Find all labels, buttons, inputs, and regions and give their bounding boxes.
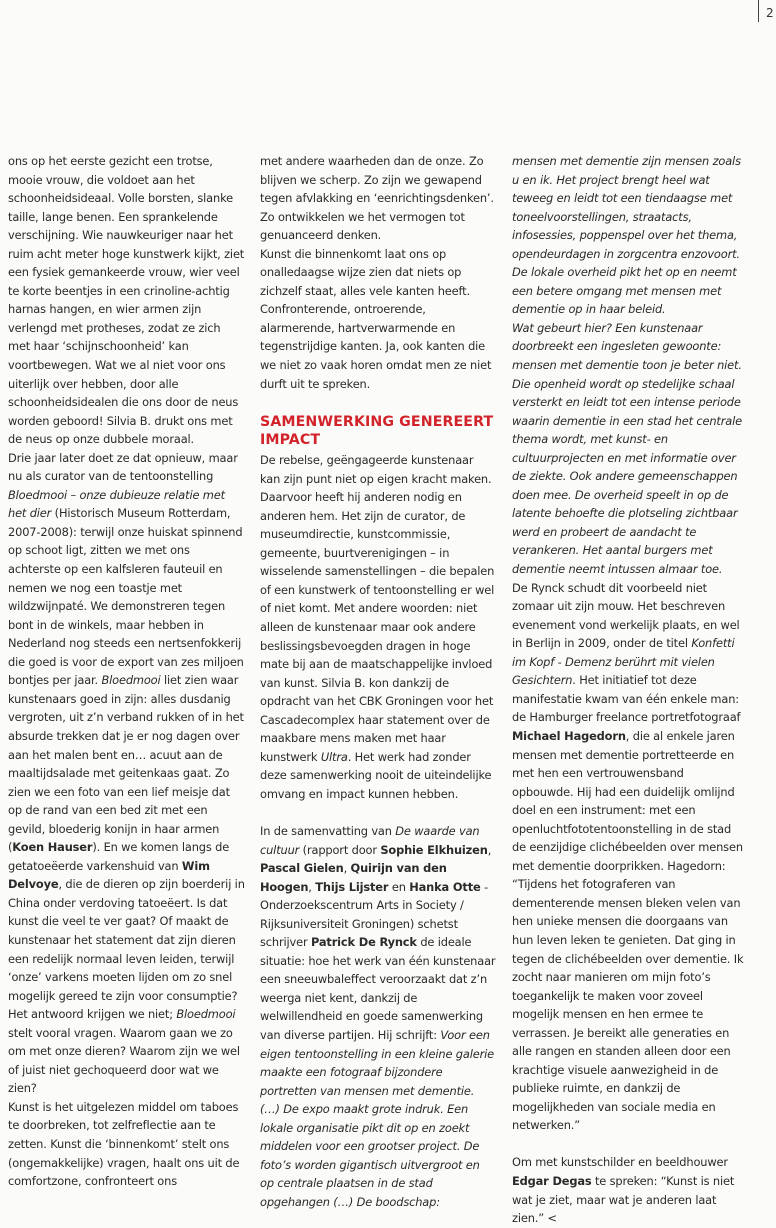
paragraph	[512, 579, 748, 1135]
bold-run: Sophie Elkhuizen	[380, 842, 488, 857]
italic-run: Wat gebeurt hier? Een kunstenaar doorbreekt een ingesleten gewoonte: mensen met dementie toon je beter niet. Die openheid wordt op stedelijke schaal versterkt en leidt tot een intense periode waarin dementie in een stad het centrale thema wordt, met kunst- en cultuurprojecten en met informatie over de ziekte. Ook andere gemeenschappen doen mee. De overheid speelt in op de latente behoefte die plotseling zichtbaar werd en probeert de aandacht te verankeren. Het aantal burgers met dementie neemt intussen almaar toe.	[512, 320, 742, 577]
italic-run: Konfetti im Kopf - Demenz berührt mit vielen Gesichtern	[512, 636, 735, 688]
text-run: ). En we komen langs de getatoeëerde varkenshuid van	[8, 840, 230, 873]
italic-run: Voor een eigen tentoonstelling in een kleine galerie maakte een fotograaf bijzondere portretten van mensen met dementie. (…) De expo maakt grote indruk. Een lokale organisatie pikt dit op en zoekt middelen voor een grootser project. De foto’s worden gigantisch uitvergroot en op centrale plaatsen in de stad opgehangen (…) De boodschap:	[260, 1028, 494, 1209]
text-run: met andere waarheden dan de onze. Zo blijven we scherp. Zo zijn we gewapend tegen afvlakking en ‘eenrichtingsdenken’. Zo ontwikkelen we het vermogen tot genuanceerd denken.	[260, 154, 494, 243]
text-run: De rebelse, geëngageerde kunstenaar kan zijn punt niet op eigen kracht maken. Daarvoor heeft hij anderen nodig en anderen hem. Het zijn de curator, de museumdirectie, kunstcommissie, gemeente, buurtverenigingen – in wisselende samenstellingen – die bepalen of een kunstwerk of tentoonstelling er wel of niet komt. Met andere woorden: niet alleen de kunstenaar maar ook andere beslissingsbevoegden dragen in hoge mate bij aan de maatschappelijke invloed van kunst. Silvia B. kon dankzij de opdracht van het CBK Groningen voor het Cascadecomplex haar statement over de maakbare mens maken met haar kunstwerk	[260, 453, 495, 764]
bold-run: Quirijn van den Hoogen	[260, 861, 447, 894]
bold-run: Edgar Degas	[512, 1174, 592, 1189]
text-run: - Onderzoekscentrum Arts in Society / Rijksuniversiteit Groningen) schetst schrijver	[260, 879, 489, 950]
section-heading: SAMENWERKING GENEREERT IMPACT	[260, 414, 494, 449]
bold-run: Michael Hagedorn	[512, 728, 626, 743]
italic-run: mensen met dementie zijn mensen zoals u en ik. Het project brengt heel wat teweeg en leidt tot een tiendaagse met toneelvoorstellingen, straatacts, infosessies, poppenspel over het thema, opendeurdagen in zorgcentra enzovoort. De lokale overheid pikt het op en neemt een betere omgang met mensen met dementie op in haar beleid.	[512, 154, 741, 317]
text-run: ,	[308, 879, 316, 894]
text-run: , die de dieren op zijn boerderij in China onder verdoving tatoeëert. Is dat kunst die veel te ver gaat? Of maakt de kunstenaar het statement dat zijn dieren een redelijk normaal leven leiden, terwijl ‘onze’ varkens moeten lijden om zo snel mogelijk gereed te zijn voor consumptie? Het antwoord krijgen we niet;	[8, 877, 245, 1022]
bold-run: Hanka Otte	[409, 879, 481, 894]
text-run: . Het initiatief tot deze manifestatie kwam van één enkele man: de Hamburger freelance portretfotograaf	[512, 673, 741, 725]
italic-run: De waarde van cultuur	[260, 824, 480, 857]
text-run: en	[388, 879, 410, 894]
text-run: In de samenvatting van	[260, 824, 396, 838]
italic-run: Bloedmooi	[101, 673, 161, 688]
paragraph	[260, 451, 496, 803]
text-run: (rapport door	[299, 842, 381, 857]
column-3	[512, 152, 748, 1228]
text-run: te spreken: “Kunst is niet wat je ziet, maar wat je anderen laat zien.” <	[512, 1174, 735, 1226]
text-run: (Historisch Museum Rotterdam, 2007-2008): terwijl onze huiskat spinnend op schoot ligt, zitten we met ons achterste op een kalfsleren fauteuil en nemen we nog een toastje met wildzwijnpaté. We demonstreren tegen bont in de winkels, maar hebben in Nederland nog steeds een nertsenfokkerij die goed is voor de export van zes miljoen bontjes per jaar.	[8, 506, 244, 688]
column-1	[8, 152, 245, 1191]
italic-run: Bloedmooi – onze dubieuze relatie met het dier	[8, 487, 225, 521]
bold-run: Pascal Gielen	[260, 861, 344, 876]
text-run: Om met kunstschilder en beeldhouwer	[512, 1155, 728, 1170]
text-run: Drie jaar later doet ze dat opnieuw, maar nu als curator van de tentoonstelling	[8, 450, 238, 484]
bold-run: Patrick De Rynck	[310, 935, 417, 950]
paragraph	[260, 245, 496, 393]
text-run: De Rynck schudt dit voorbeeld niet zomaar uit zijn mouw. Het beschreven evenement vond werkelijk plaats, en wel in Berlijn in 2009, onder de titel	[512, 580, 740, 651]
paragraph	[512, 1153, 748, 1227]
paragraph	[512, 152, 748, 319]
paragraph	[8, 152, 245, 449]
text-run: liet zien waar kunstenaars goed in zijn: alles dusdanig vergroten, uit z’n verband rukken of in het absurde trekken dat je er nog dagen over aan het malen bent en… acuut aan de maaltijdsalade met geitenkaas gaat. Zo zien we een foto van een lief meisje dat op de rand van een bed zit met een gevild, bloederig konijn in haar armen (	[8, 673, 244, 855]
italic-run: Bloedmooi	[176, 1007, 236, 1022]
paragraph	[260, 822, 496, 1211]
bold-run: Wim Delvoye	[8, 858, 210, 892]
bold-run: Koen Hauser	[12, 840, 93, 855]
text-run: . Het werk had zonder deze samenwerking nooit de uiteindelijke omvang en impact kunnen hebben.	[260, 749, 492, 801]
text-run: Kunst die binnenkomt laat ons op onalledaagse wijze zien dat niets op zichzelf staat, alles vele kanten heeft. Confronterende, ontroerende, alarmerende, hartverwarmende en tegenstrijdige kanten. Ja, ook kanten die we niet zo vaak horen omdat men ze niet durft uit te spreken.	[260, 246, 492, 391]
text-run: stelt vooral vragen. Waarom gaan we zo om met onze dieren? Waarom zijn we wel of juist niet gechoqueerd door wat we zien?	[8, 1025, 240, 1096]
paragraph	[8, 449, 245, 1098]
text-run: ,	[343, 861, 351, 876]
bold-run: Thijs Lijster	[315, 879, 389, 894]
paragraph	[512, 319, 748, 579]
page-rule	[758, 0, 759, 22]
paragraph	[8, 1098, 245, 1191]
paragraph	[260, 152, 496, 245]
text-run: ,	[487, 842, 492, 857]
column-2	[260, 152, 496, 1211]
text-run: ons op het eerste gezicht een trotse, mooie vrouw, die voldoet aan het schoonheidsideaal. Volle borsten, slanke taille, lange benen. Een sprankelende verschijning. Wie nauwkeuriger naar het ruim acht meter hoge kunstwerk kijkt, ziet een fysiek gemankeerde vrouw, wier veel te korte beentjes in een crinoline-achtig harnas hangen, en wier armen zijn verlengd met protheses, zodat ze zich met haar ‘schijnschoonheid’ kan voortbewegen. Wat we al niet voor ons uiterlijk over hebben, door alle schoonheidsidealen die ons door de neus worden geboord! Silvia B. drukt ons met de neus op onze dubbele moraal.	[8, 154, 245, 447]
text-run: , die al enkele jaren mensen met dementie portretteerde en met hen een vertrouwensband opbouwde. Hij had een duidelijk omlijnd doel en een instrument: met een openluchtfototentoonstelling in de stad de eenzijdige clichébeelden over mensen met dementie doorprikken. Hagedorn: “Tijdens het fotograferen van dementerende mensen bleken velen van hen unieke mensen die doorgaans van hun leven leken te genieten. Dat ging in tegen de clichébeelden over dementie. Ik zocht naar manieren om mijn foto’s toegankelijk te maken voor zoveel mogelijk mensen en hen ermee te verrassen. Je bereikt alle generaties en alle rangen en standen alleen door een krachtige visuele aanwezigheid in de publieke ruimte, en dankzij de mogelijkheden van sociale media en netwerken.”	[512, 728, 744, 1133]
text-run: Kunst is het uitgelezen middel om taboes te doorbreken, tot zelfreflectie aan te zetten. Kunst die ‘binnenkomt’ stelt ons (ongemakkelijke) vragen, haalt ons uit de comfortzone, confronteert ons	[8, 1099, 240, 1189]
text-run: de ideale situatie: hoe het werk van één kunstenaar een sneeuwbaleffect veroorzaakt dat z’n weerga niet kent, dankzij de welwillendheid en goede samenwerking van diverse partijen. Hij schrijft:	[260, 935, 496, 1043]
page-number: 2	[766, 6, 774, 20]
italic-run: Ultra	[320, 749, 348, 764]
